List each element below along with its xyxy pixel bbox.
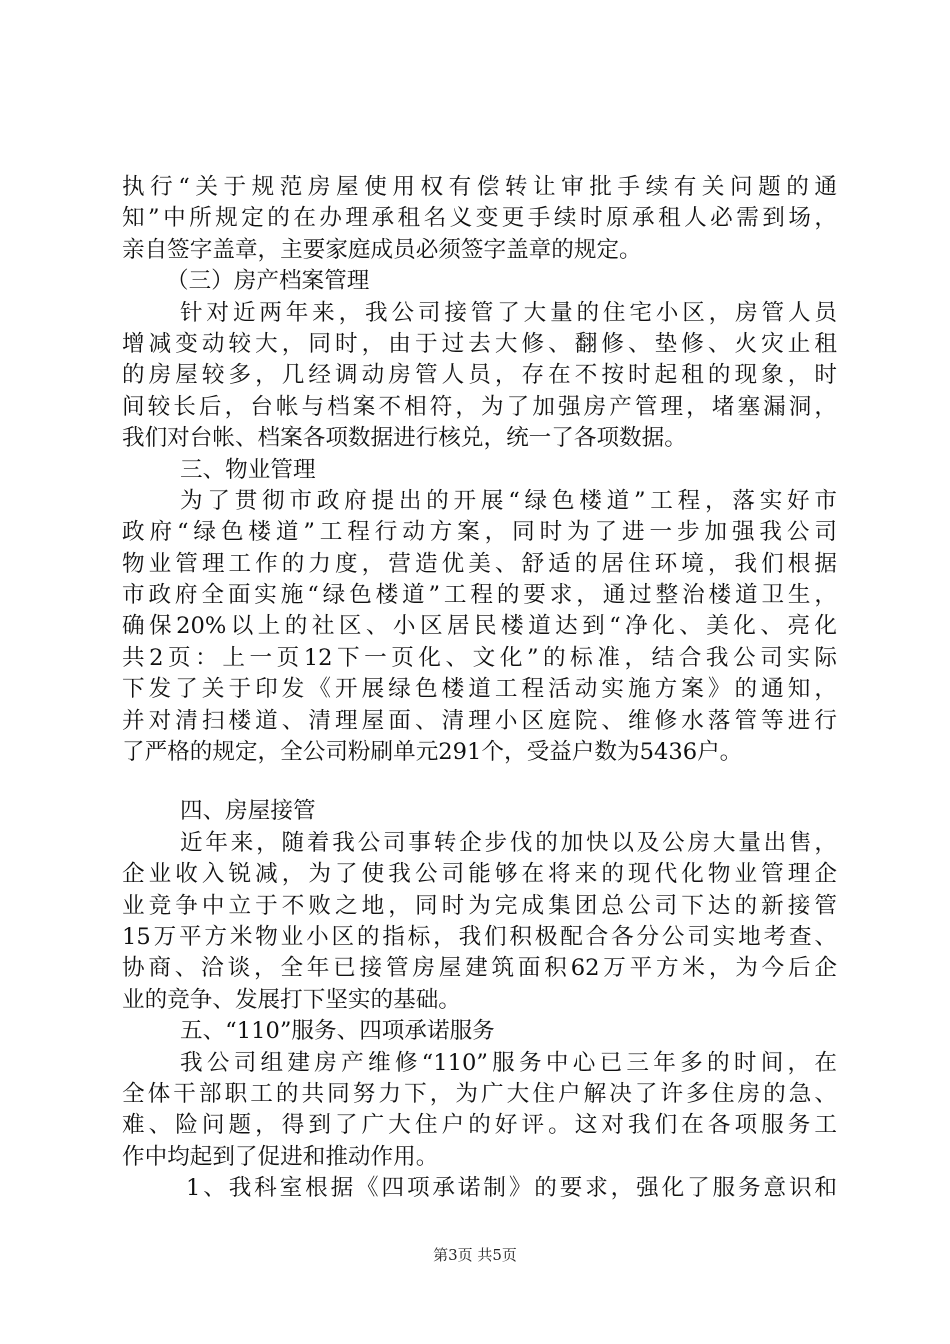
text-line: 为了贯彻市政府提出的开展“绿色楼道”工程，落实好市 [180,487,837,514]
text-line: 企业收入锐减，为了使我公司能够在将来的现代化物业管理企 [122,861,837,888]
text-line: 五、“110”服务、四项承诺服务 [180,1018,495,1045]
text-line: 四、房屋接管 [180,798,316,825]
text-line: 下发了关于印发《开展绿色楼道工程活动实施方案》的通知， [122,676,837,703]
text-line: 亲自签字盖章，主要家庭成员必须签字盖章的规定。 [122,236,642,263]
text-line: 1、我科室根据《四项承诺制》的要求，强化了服务意识和 [186,1175,837,1202]
text-line: 了严格的规定，全公司粉刷单元291个，受益户数为5436户。 [122,739,743,766]
text-line: 物业管理工作的力度，营造优美、舒适的居住环境，我们根据 [122,550,837,577]
text-line: 增减变动较大，同时，由于过去大修、翻修、垫修、火灾止租 [122,330,837,357]
text-line: 我们对台帐、档案各项数据进行核兑，统一了各项数据。 [122,425,687,452]
text-line: 我公司组建房产维修“110”服务中心已三年多的时间，在 [180,1049,837,1076]
paragraph-gap [122,768,837,796]
text-line: 难、险问题，得到了广大住户的好评。这对我们在各项服务工 [122,1112,837,1139]
page-footer: 第3页 共5页 [433,1246,517,1264]
text-line: 确保20%以上的社区、小区居民楼道达到“净化、美化、亮化 [122,613,837,640]
text-line: 共2页：上一页12下一页化、文化”的标准，结合我公司实际 [122,644,837,671]
text-line: （三）房产档案管理 [166,268,370,295]
text-line: 近年来，随着我公司事转企步伐的加快以及公房大量出售， [180,829,837,856]
text-line: 间较长后，台帐与档案不相符，为了加强房产管理，堵塞漏洞， [122,393,837,420]
text-line: 作中均起到了促进和推动作用。 [122,1143,439,1170]
text-line: 政府“绿色楼道”工程行动方案，同时为了进一步加强我公司 [122,519,837,546]
text-line: 15万平方米物业小区的指标，我们积极配合各分公司实地考查、 [122,923,837,950]
text-line: 市政府全面实施“绿色楼道”工程的要求，通过整治楼道卫生， [122,582,837,609]
text-line: 全体干部职工的共同努力下，为广大住户解决了许多住房的急、 [122,1080,837,1107]
text-line: 针对近两年来，我公司接管了大量的住宅小区，房管人员 [180,299,837,326]
text-line: 业竞争中立于不败之地，同时为完成集团总公司下达的新接管 [122,892,837,919]
text-line: 执行“关于规范房屋使用权有偿转让审批手续有关问题的通 [122,174,837,200]
text-line: 三、物业管理 [180,456,316,483]
text-line: 并对清扫楼道、清理屋面、清理小区庭院、维修水落管等进行 [122,707,837,734]
text-line: 知”中所规定的在办理承租名义变更手续时原承租人必需到场， [122,205,837,232]
document-body [122,172,837,1205]
text-line: 协商、洽谈，全年已接管房屋建筑面积62万平方米，为今后企 [122,955,837,982]
text-line: 业的竞争、发展打下坚实的基础。 [122,986,461,1013]
text-line: 的房屋较多，几经调动房管人员，存在不按时起租的现象，时 [122,362,837,389]
